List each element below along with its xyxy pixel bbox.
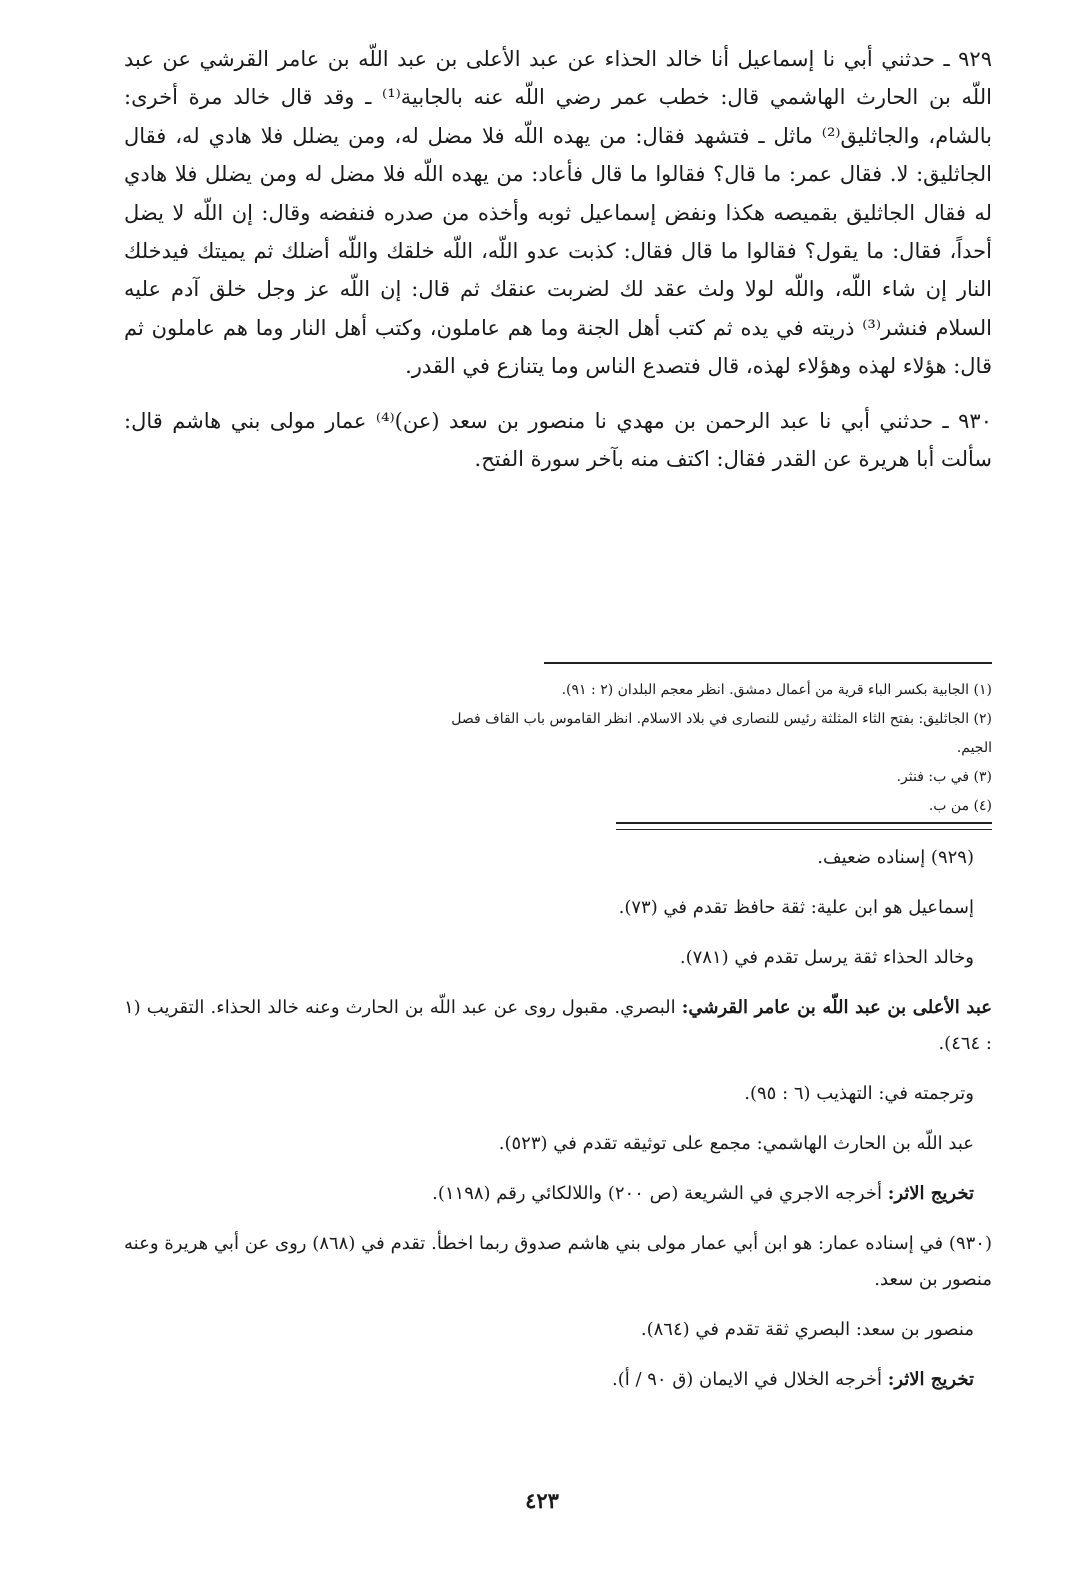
commentary-line: إسماعيل هو ابن علية: ثقة حافظ تقدم في (٧٣). <box>618 897 974 918</box>
bold-term: عبد الأعلى بن عبد اللّه بن عامر القرشي: <box>681 997 992 1018</box>
footnote-2: (٢) الجاثليق: بفتح الثاء المثلثة رئيس للنصارى في بلاد الاسلام. انظر القاموس باب القاف فصل الجيم. <box>451 711 992 756</box>
footnote-4: (٤) من ب. <box>928 798 992 814</box>
footnotes <box>432 676 992 821</box>
footnote-1: (١) الجابية بكسر الباء قرية من أعمال دمشق. انظر معجم البلدان (٢ : ٩١). <box>561 682 992 698</box>
commentary-line <box>124 1176 992 1212</box>
commentary-line: عبد اللّه بن الحارث الهاشمي: مجمع على توثيقه تقدم في (٥٢٣). <box>498 1133 974 1154</box>
bold-term: تخريج الاثر: <box>887 1369 974 1390</box>
footnote-separator <box>544 662 992 664</box>
page-number: ٤٢٣ <box>525 1488 559 1513</box>
main-text-block <box>124 40 992 478</box>
commentary-line: (٩٢٩) إسناده ضعيف. <box>817 847 974 868</box>
commentary-line <box>124 990 992 1062</box>
hadith-929: ٩٢٩ ـ حدثني أبي نا إسماعيل أنا خالد الحذاء عن عبد الأعلى بن عبد اللّه بن عامر القرشي عن عبد اللّه بن الحارث الهاشمي قال: خطب عمر رضي اللّه عنه بالجابية⁽¹⁾ ـ وقد قال خالد مرة أخرى: بالشام، والجاثليق⁽²⁾ ماثل ـ فتشهد فقال: من يهده اللّه فلا مضل له، ومن يضلل فلا هادي له، فقال الجاثليق: لا. فقال عمر: ما قال؟ فقالوا ما قال فأعاد: من يهده اللّه فلا مضل له ومن يضلل فلا هادي له فقال الجاثليق بقميصه هكذا ونفض إسماعيل ثوبه وأخذه من صدره فنفضه وقال: إن اللّه لا يضل أحداً، فقال: ما يقول؟ فقالوا ما قال فقال: كذبت عدو اللّه، اللّه خلقك واللّه أضلك ثم يميتك فيدخلك النار إن شاء اللّه، واللّه لولا ولث عقد لك لضربت عنقك ثم قال: إن اللّه عز وجل خلق آدم عليه السلام فنشر⁽³⁾ ذريته في يده ثم كتب أهل الجنة وما هم عاملون، وكتب أهل النار وما هم عاملون ثم قال: هؤلاء لهذه وهؤلاء لهذه، قال فتصدع الناس وما يتنازع في القدر. <box>124 47 992 379</box>
commentary-line: (٩٣٠) في إسناده عمار: هو ابن أبي عمار مولى بني هاشم صدوق ربما اخطأ. تقدم في (٨٦٨) روى عن أبي هريرة وعنه منصور بن سعد. <box>124 1233 993 1290</box>
bold-term: تخريج الاثر: <box>887 1183 974 1204</box>
commentary-text: أخرجه الخلال في الايمان (ق ٩٠ / أ). <box>612 1369 888 1390</box>
commentary <box>124 840 992 1412</box>
commentary-line: منصور بن سعد: البصري ثقة تقدم في (٨٦٤). <box>640 1319 974 1340</box>
commentary-line <box>124 1362 992 1398</box>
footnote-3: (٣) في ب: فنثر. <box>896 769 992 785</box>
commentary-line: وخالد الحذاء ثقة يرسل تقدم في (٧٨١). <box>679 947 974 968</box>
commentary-text: البصري. مقبول روى عن عبد اللّه بن الحارث وعنه خالد الحذاء. التقريب (١ : ٤٦٤). <box>124 997 992 1054</box>
commentary-text: أخرجه الاجري في الشريعة (ص ٢٠٠) واللالكائي رقم (١١٩٨). <box>432 1183 888 1204</box>
main-text <box>124 40 992 478</box>
commentary-separator <box>616 822 992 830</box>
commentary-line: وترجمته في: التهذيب (٦ : ٩٥). <box>744 1083 974 1104</box>
hadith-930: ٩٣٠ ـ حدثني أبي نا عبد الرحمن بن مهدي نا منصور بن سعد (عن)⁽⁴⁾ عمار مولى بني هاشم قال: سألت أبا هريرة عن القدر فقال: اكتف منه بآخر سورة الفتح. <box>124 408 992 472</box>
